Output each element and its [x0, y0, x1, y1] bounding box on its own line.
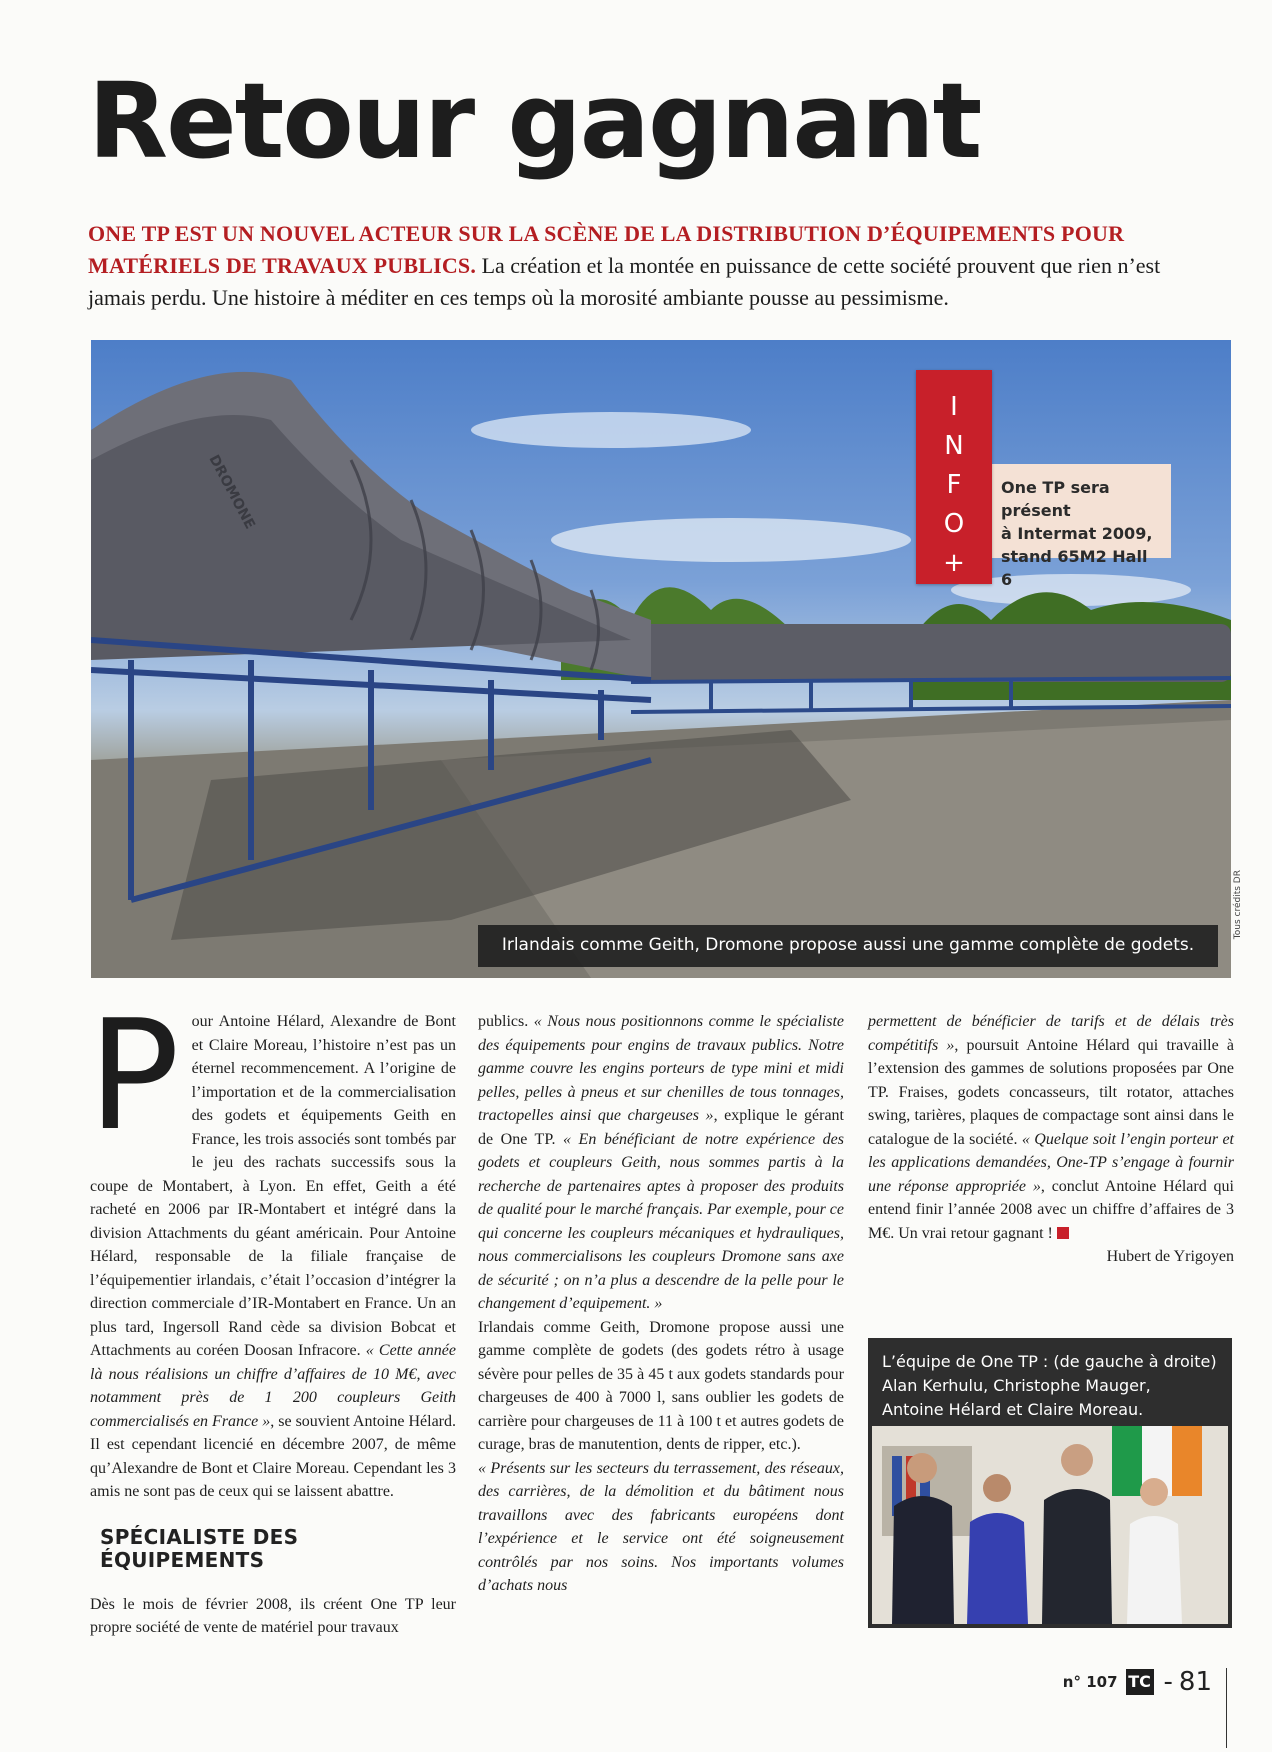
quote: « Cette année là nous réalisions un chiffre d’affaires de 10 M€, avec notamment près de 1 200 coupleurs Geith commercialisés en France »	[90, 1342, 456, 1430]
team-photo-box	[868, 1338, 1232, 1628]
quote: « Nous nous positionnons comme le spécialiste des équipements pour engins de travaux publics. Notre gamme couvre les engins porteurs de type mini et midi pelles, pelles à pneus et sur chenilles de tous tonnages, tractopelles ainsi que chargeuses »	[478, 1013, 845, 1124]
dropcap: P	[88, 987, 180, 1164]
page-number: 81	[1178, 1667, 1212, 1697]
team-illustration	[872, 1426, 1228, 1624]
photo-credit: Tous crédits DR	[1233, 870, 1243, 940]
lede-kicker: ONE TP EST UN NOUVEL ACTEUR SUR LA SCÈNE DE LA DISTRIBUTION D’ÉQUIPEMENTS POUR MATÉRIELS DE TRAVAUX PUBLICS.	[88, 221, 1125, 278]
article-column-1	[88, 987, 456, 1640]
main-photo	[91, 340, 1231, 978]
info-line: à Intermat 2009,	[1001, 524, 1153, 543]
issue-number: n° 107	[1062, 1673, 1118, 1691]
article-column-2	[478, 1010, 844, 1598]
team-photo	[872, 1426, 1228, 1624]
article-paragraph: permettent de bénéficier de tarifs et de délais très compétitifs », poursuit Antoine Hélard qui travaille à l’extension des gammes de solutions proposées par One TP. Fraises, godets concasseurs, tilt rotator, attaches swing, tarières, plaques de compactage sont ainsi dans le catalogue de la société. « Quelque soit l’engin porteur et les applications demandées, One-TP s’engage à fournir une réponse appropriée », conclut Antoine Hélard qui entend finir l’année 2008 avec un chiffre d’affaires de 3 M€. Un vrai retour gagnant !	[868, 1013, 1235, 1242]
lede	[88, 218, 1198, 314]
info-badge-letter: N	[944, 431, 964, 461]
headline: Retour gagnant	[88, 60, 981, 182]
info-line: stand 65M2 Hall 6	[1001, 547, 1148, 589]
dromone-brand-mark: DROMONE	[205, 452, 258, 532]
page-edge-rule	[1226, 1668, 1227, 1748]
byline: Hubert de Yrigoyen	[1106, 1248, 1234, 1265]
quote: « Présents sur les secteurs du terrassement, des réseaux, des carrières, de la démolition et du bâtiment nous travaillons avec des fabricants européens dont l’expérience et le service ont été soigneusement contrôlés par nos soins. Nos importants volumes d’achats nous	[478, 1459, 844, 1594]
section-subhead: SPÉCIALISTE DES ÉQUIPEMENTS	[100, 1524, 299, 1572]
article-paragraph	[478, 1457, 844, 1598]
article-paragraph: Dès le mois de février 2008, ils créent One TP leur propre société de vente de matériel pour travaux	[90, 1595, 456, 1636]
footer-dash: -	[1163, 1667, 1173, 1697]
team-caption-line: Antoine Hélard et Claire Moreau.	[882, 1400, 1144, 1419]
info-badge-letter: +	[943, 548, 965, 578]
info-badge-letter: I	[950, 392, 958, 422]
article-paragraph: our Antoine Hélard, Alexandre de Bont et Claire Moreau, l’histoire n’est pas un éternel recommencement. A l’origine de l’importation et de la commercialisation des godets et équipements Geith en France, les trois associés sont tombés par le jeu des rachats successifs sous la coupe de Montabert, à Lyon. En effet, Geith a été racheté en 2006 par IR-Montabert et intégré dans la division Attachments du géant américain. Pour Antoine Hélard, responsable de la filiale française de l’équipementier irlandais, c’était l’occasion d’intégrer la direction commerciale d’IR-Montabert en France. Un an plus tard, Ingersoll Rand cède sa division Bobcat et Attachments au coréen Doosan Infracore. « Cette année là nous réalisions un chiffre d’affaires de 10 M€, avec notamment près de 1 200 coupleurs Geith commercialisés en France », se souvient Antoine Hélard. Il est cependant licencié en décembre 2007, de même qu’Alexandre de Bont et Claire Moreau. Cependant les 3 amis ne sont pas de ceux qui se laissent abattre.	[90, 1013, 456, 1500]
quote: permettent de bénéficier de tarifs et de délais très compétitifs »	[868, 1013, 1234, 1054]
team-caption-line: Alan Kerhulu, Christophe Mauger,	[882, 1376, 1151, 1395]
lede-text: La création et la montée en puissance de cette société prouvent que rien n’est jamais perdu. Une histoire à méditer en ces temps où la morosité ambiante pousse au pessimisme.	[88, 253, 1161, 310]
info-badge-letter: O	[943, 509, 965, 539]
article-column-3	[868, 1010, 1234, 1269]
quote: « Quelque soit l’engin porteur et les applications demandées, One-TP s’engage à fournir une réponse appropriée »	[868, 1130, 1235, 1195]
quote: « En bénéficiant de notre expérience des godets et coupleurs Geith, nous sommes partis à la recherche de partenaires aptes à proposer des produits de qualité pour le marché français. Par exemple, pour ce qui concerne les coupleurs mécaniques et hydrauliques, nous commercialisons les coupleurs Dromone sans axe de sécurité ; on n’a plus a descendre de la pelle pour le changement d’equipement. »	[478, 1130, 845, 1312]
photo-caption: Irlandais comme Geith, Dromone propose aussi une gamme complète de godets.	[478, 925, 1218, 967]
article-paragraph: Irlandais comme Geith, Dromone propose aussi une gamme complète de godets (des godets rétro à usage sévère pour pelles de 35 à 45 t aux godets standards pour chargeuses de 400 à 7000 l, sans oublier les godets de carrière pour chargeuses de 11 à 100 t et autres godets de curage, bras de manutention, dents de ripper, etc.).	[478, 1318, 844, 1453]
team-caption	[868, 1338, 1232, 1422]
article-paragraph: publics. « Nous nous positionnons comme le spécialiste des équipements pour engins de travaux publics. Notre gamme couvre les engins porteurs de type mini et midi pelles, pelles à pneus et sur chenilles de tous tonnages, tractopelles ainsi que chargeuses », explique le gérant de One TP. « En bénéficiant de notre expérience des godets et coupleurs Geith, nous sommes partis à la recherche de partenaires aptes à proposer des produits de qualité pour le marché français. Par exemple, pour ce qui concerne les coupleurs mécaniques et hydrauliques, nous commercialisons les coupleurs Dromone sans axe de sécurité ; on n’a plus a descendre de la pelle pour le changement d’equipement. »	[478, 1013, 845, 1312]
info-line: One TP sera présent	[1001, 478, 1110, 520]
page-footer	[1063, 1666, 1212, 1698]
team-caption-line: L’équipe de One TP : (de gauche à droite)	[882, 1352, 1217, 1371]
info-badge	[916, 370, 992, 584]
buckets-illustration	[91, 340, 1231, 978]
end-mark-icon	[1057, 1227, 1069, 1239]
info-box	[991, 464, 1171, 589]
tc-logo: TC	[1126, 1669, 1154, 1695]
info-badge-letter: F	[946, 470, 962, 500]
